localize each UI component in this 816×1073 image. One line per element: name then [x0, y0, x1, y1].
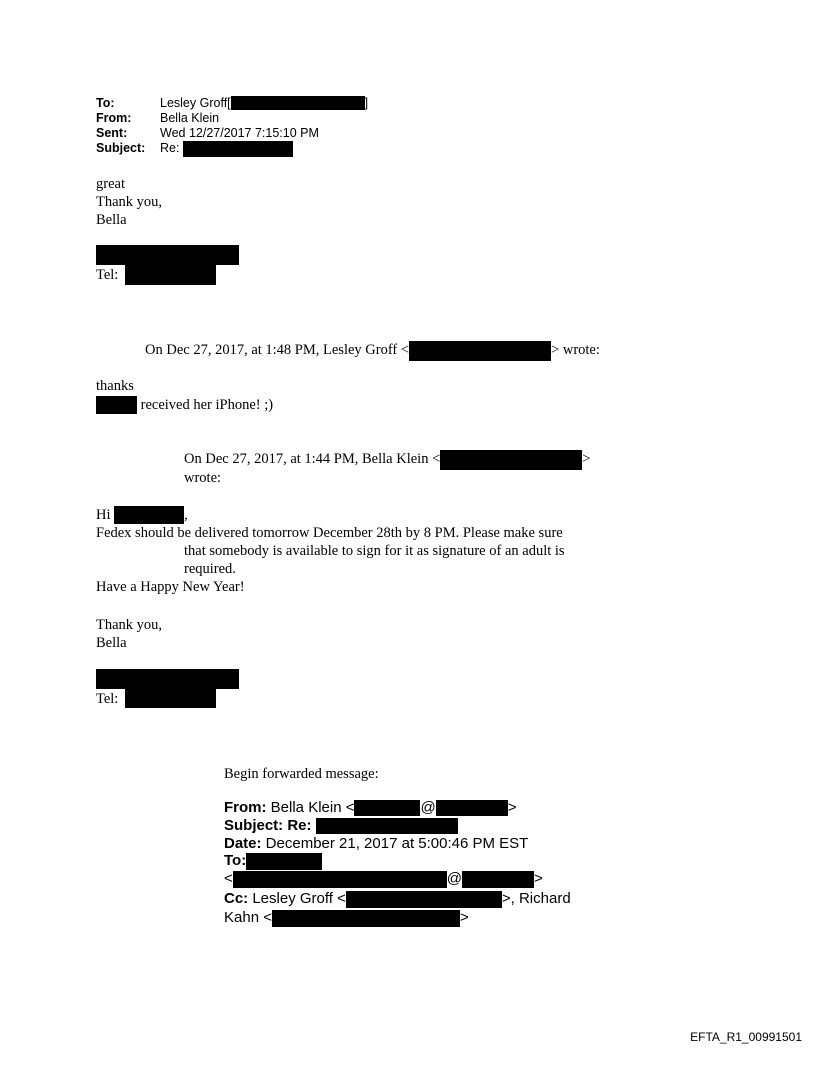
body-line: Thank you,: [96, 617, 163, 633]
fwd-subject-label: Subject: Re:: [224, 817, 312, 834]
body-line: required.: [184, 561, 236, 577]
greeting: Hi: [96, 507, 115, 523]
redaction: [462, 871, 534, 888]
redaction: [272, 910, 460, 927]
reply-signature-name: Bella: [96, 212, 127, 228]
tel-label: Tel:: [96, 691, 119, 707]
header-to-row: [96, 96, 368, 111]
header-from-row: [96, 111, 219, 126]
quote-line: [96, 396, 273, 414]
gt-sign: >: [459, 909, 469, 926]
header-subject-row: [96, 141, 293, 157]
fwd-date-value: December 21, 2017 at 5:00:46 PM EST: [261, 835, 529, 852]
from-label: From:: [96, 111, 132, 125]
gt-sign: >: [534, 870, 543, 887]
quote-intro-text: On Dec 27, 2017, at 1:44 PM, Bella Klein <: [184, 451, 441, 467]
redaction: [125, 688, 216, 708]
fwd-to-row: [224, 853, 322, 870]
quote-intro: [145, 341, 600, 361]
reply-line: Thank you,: [96, 194, 163, 210]
reply-tel-row: [96, 266, 118, 284]
quote-intro-wrote: wrote:: [184, 470, 222, 486]
tel-label: Tel:: [96, 267, 119, 283]
fwd-cc-value: Lesley Groff <: [248, 890, 346, 907]
redaction: [346, 891, 502, 908]
fwd-cc-continued-row: [224, 910, 469, 927]
body-line: Fedex should be delivered tomorrow December 28th by 8 PM. Please make sure: [96, 525, 563, 541]
fwd-date-label: Date:: [224, 835, 262, 852]
redaction: [316, 818, 458, 834]
fwd-date-row: [224, 836, 528, 853]
sent-value: Wed 12/27/2017 7:15:10 PM: [160, 126, 319, 140]
redaction: [436, 800, 508, 816]
fwd-to-label: To:: [224, 852, 247, 869]
at-sign: @: [446, 870, 462, 887]
to-value: Lesley Groff[: [160, 96, 231, 110]
from-value: Bella Klein: [160, 111, 220, 125]
header-sent-row: [96, 126, 319, 141]
fwd-cc-kahn: Kahn <: [224, 909, 272, 926]
to-close-bracket: ]: [364, 96, 369, 110]
reply-line: great: [96, 176, 125, 192]
fwd-cc-rest: >, Richard: [501, 890, 571, 907]
quote-intro: [184, 450, 590, 470]
fwd-from-row: [224, 800, 516, 817]
subject-label: Subject:: [96, 141, 146, 155]
fwd-subject-row: [224, 818, 458, 835]
redaction: [246, 853, 322, 870]
document-id: EFTA_R1_00991501: [690, 1030, 802, 1044]
gt-sign: >: [507, 799, 517, 816]
body-line: that somebody is available to sign for it as signature of an adult is: [184, 543, 565, 559]
greeting-row: [96, 506, 188, 524]
quote-intro-end: >: [582, 451, 591, 467]
redaction: [440, 450, 582, 470]
redaction: [96, 245, 239, 265]
greeting-comma: ,: [184, 507, 188, 523]
forwarded-begin: Begin forwarded message:: [224, 766, 379, 782]
to-label: To:: [96, 96, 115, 110]
redaction: [233, 871, 447, 888]
body-line: Have a Happy New Year!: [96, 579, 245, 595]
sent-label: Sent:: [96, 126, 128, 140]
redaction: [114, 506, 184, 524]
quote-line-text: received her iPhone! ;): [137, 397, 274, 413]
tel-row: [96, 690, 118, 708]
lt-sign: <: [224, 870, 233, 887]
redaction: [96, 396, 137, 414]
quote-intro-text: On Dec 27, 2017, at 1:48 PM, Lesley Groff <: [145, 342, 410, 358]
quote-line: thanks: [96, 378, 134, 394]
fwd-cc-label: Cc:: [224, 890, 249, 907]
fwd-from-value: Bella Klein <: [266, 799, 355, 816]
redaction: [409, 341, 551, 361]
fwd-cc-row: [224, 891, 571, 908]
subject-value: Re:: [160, 141, 180, 155]
redaction: [231, 96, 365, 110]
quote-intro-end: > wrote:: [551, 342, 600, 358]
fwd-from-label: From:: [224, 799, 267, 816]
at-sign: @: [420, 799, 436, 816]
redaction: [96, 669, 239, 689]
redaction: [183, 141, 293, 157]
fwd-to-address-row: [224, 871, 543, 888]
redaction: [354, 800, 420, 816]
redaction: [125, 265, 216, 285]
signature-name: Bella: [96, 635, 127, 651]
